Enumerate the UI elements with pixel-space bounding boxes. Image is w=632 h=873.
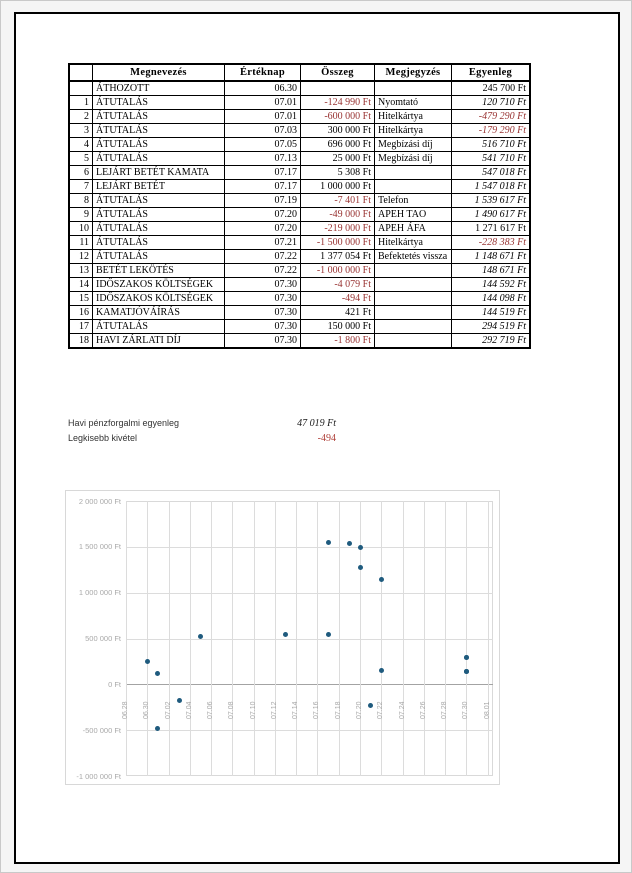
cell-note (375, 264, 452, 278)
scatter-point (358, 545, 363, 550)
summary-value: 47 019 Ft (297, 418, 336, 429)
cell-rownum (69, 81, 93, 96)
x-axis-zero-line (126, 684, 493, 685)
gridline-vertical (211, 501, 212, 776)
cell-name: BETÉT LEKÖTÉS (93, 264, 225, 278)
cell-balance: 1 490 617 Ft (452, 208, 531, 222)
cell-note: APEH TAO (375, 208, 452, 222)
cell-amount: -49 000 Ft (301, 208, 375, 222)
cell-amount: -1 800 Ft (301, 334, 375, 349)
x-axis-tick-label: 07.30 (462, 701, 470, 720)
cell-amount: 25 000 Ft (301, 152, 375, 166)
cell-rownum: 13 (69, 264, 93, 278)
cell-amount: -219 000 Ft (301, 222, 375, 236)
cell-balance: 1 148 671 Ft (452, 250, 531, 264)
cell-name: ÁTUTALÁS (93, 250, 225, 264)
table-row (69, 110, 530, 124)
y-axis-tick-label: 0 Ft (108, 679, 121, 689)
cell-balance: 1 539 617 Ft (452, 194, 531, 208)
cell-note (375, 334, 452, 349)
transactions-table (68, 63, 531, 349)
gridline-vertical (403, 501, 404, 776)
gridline-vertical (147, 501, 148, 776)
gridline-vertical (275, 501, 276, 776)
cell-name: IDŐSZAKOS KÖLTSÉGEK (93, 278, 225, 292)
cell-rownum: 7 (69, 180, 93, 194)
table-row (69, 96, 530, 110)
cell-note: Befektetés vissza (375, 250, 452, 264)
summary-label: Havi pénzforgalmi egyenleg (68, 418, 180, 428)
cell-balance: 144 592 Ft (452, 278, 531, 292)
table-row (69, 334, 530, 349)
cell-name: ÁTUTALÁS (93, 138, 225, 152)
y-axis-tick-label: 2 000 000 Ft (78, 496, 121, 506)
cell-date: 07.21 (225, 236, 301, 250)
cell-rownum: 1 (69, 96, 93, 110)
cell-balance: 1 271 617 Ft (452, 222, 531, 236)
col-header-note: Megjegyzés (375, 64, 452, 81)
cell-rownum: 2 (69, 110, 93, 124)
scatter-point (326, 540, 331, 545)
cell-balance: -479 290 Ft (452, 110, 531, 124)
cell-date: 07.19 (225, 194, 301, 208)
cell-note: Hitelkártya (375, 110, 452, 124)
cell-name: HAVI ZÁRLATI DÍJ (93, 334, 225, 349)
table-row (69, 306, 530, 320)
cell-name: ÁTUTALÁS (93, 96, 225, 110)
cell-amount: -1 000 000 Ft (301, 264, 375, 278)
cell-name: ÁTUTALÁS (93, 110, 225, 124)
report-page (14, 12, 620, 864)
cell-balance: 516 710 Ft (452, 138, 531, 152)
scatter-point (379, 577, 384, 582)
cell-date: 07.20 (225, 222, 301, 236)
cell-date: 07.13 (225, 152, 301, 166)
cell-rownum: 10 (69, 222, 93, 236)
gridline-horizontal (126, 593, 493, 594)
gridline-vertical (381, 501, 382, 776)
x-axis-tick-label: 07.18 (334, 701, 342, 720)
cell-note (375, 306, 452, 320)
cell-rownum: 6 (69, 166, 93, 180)
cell-amount: 696 000 Ft (301, 138, 375, 152)
summary-value: -494 (317, 433, 336, 444)
summary-block (68, 416, 336, 446)
gridline-vertical (317, 501, 318, 776)
cell-note: APEH ÁFA (375, 222, 452, 236)
balance-scatter-chart (65, 490, 500, 785)
gridline-vertical (445, 501, 446, 776)
cell-date: 07.22 (225, 264, 301, 278)
cell-name: LEJÁRT BETÉT KAMATA (93, 166, 225, 180)
cell-amount: 421 Ft (301, 306, 375, 320)
x-axis-tick-label: 07.12 (270, 701, 278, 720)
cell-name: ÁTUTALÁS (93, 194, 225, 208)
cell-date: 07.03 (225, 124, 301, 138)
cell-name: ÁTUTALÁS (93, 208, 225, 222)
table-row (69, 166, 530, 180)
cell-amount: -4 079 Ft (301, 278, 375, 292)
cell-balance: 547 018 Ft (452, 166, 531, 180)
x-axis-tick-label: 08.01 (483, 701, 491, 720)
gridline-vertical (339, 501, 340, 776)
cell-name: IDŐSZAKOS KÖLTSÉGEK (93, 292, 225, 306)
cell-amount: -494 Ft (301, 292, 375, 306)
cell-note: Hitelkártya (375, 124, 452, 138)
cell-rownum: 15 (69, 292, 93, 306)
cell-balance: -179 290 Ft (452, 124, 531, 138)
x-axis-tick-label: 06.30 (143, 701, 151, 720)
gridline-vertical (254, 501, 255, 776)
cell-amount: -7 401 Ft (301, 194, 375, 208)
cell-note (375, 180, 452, 194)
cell-note (375, 320, 452, 334)
table-row (69, 180, 530, 194)
cell-date: 07.30 (225, 278, 301, 292)
y-axis-tick-label: 500 000 Ft (85, 634, 121, 643)
gridline-vertical (126, 501, 127, 776)
col-header-rownum (69, 64, 93, 81)
cell-amount: 1 000 000 Ft (301, 180, 375, 194)
x-axis-tick-label: 07.24 (398, 701, 406, 720)
cell-name: LEJÁRT BETÉT (93, 180, 225, 194)
scatter-point (358, 565, 363, 570)
cell-name: ÁTUTALÁS (93, 124, 225, 138)
x-axis-tick-label: 07.26 (419, 701, 427, 720)
table-row (69, 81, 530, 96)
cell-note (375, 166, 452, 180)
y-axis-tick-label: 1 000 000 Ft (78, 588, 121, 598)
x-axis-tick-label: 07.02 (164, 701, 172, 720)
cell-note: Telefon (375, 194, 452, 208)
cell-balance: 294 519 Ft (452, 320, 531, 334)
table-header (69, 64, 530, 81)
cell-amount: -1 500 000 Ft (301, 236, 375, 250)
cell-amount: -600 000 Ft (301, 110, 375, 124)
cell-date: 07.30 (225, 292, 301, 306)
table-row (69, 264, 530, 278)
cell-amount (301, 81, 375, 96)
scatter-point (368, 703, 373, 708)
cell-date: 07.22 (225, 250, 301, 264)
cell-amount: 300 000 Ft (301, 124, 375, 138)
table-row (69, 320, 530, 334)
cell-rownum: 5 (69, 152, 93, 166)
cell-balance: 144 519 Ft (452, 306, 531, 320)
x-axis-tick-label: 07.06 (207, 701, 215, 720)
x-axis-tick-label: 07.22 (377, 701, 385, 720)
cell-rownum: 3 (69, 124, 93, 138)
table-row (69, 138, 530, 152)
cell-balance: -228 383 Ft (452, 236, 531, 250)
x-axis-tick-label: 07.14 (292, 701, 300, 720)
gridline-vertical (169, 501, 170, 776)
cell-amount: 1 377 054 Ft (301, 250, 375, 264)
gridline-vertical (296, 501, 297, 776)
cell-name: ÁTUTALÁS (93, 152, 225, 166)
table-row (69, 208, 530, 222)
x-axis-tick-label: 06.28 (122, 701, 129, 720)
summary-label: Legkisebb kivétel (68, 433, 138, 443)
gridline-vertical (360, 501, 361, 776)
col-header-valuedate: Értéknap (225, 64, 301, 81)
cell-note: Hitelkártya (375, 236, 452, 250)
cell-rownum: 18 (69, 334, 93, 349)
cell-balance: 148 671 Ft (452, 264, 531, 278)
cell-balance: 120 710 Ft (452, 96, 531, 110)
cell-date: 07.05 (225, 138, 301, 152)
gridline-vertical (466, 501, 467, 776)
table-row (69, 194, 530, 208)
cell-amount: 5 308 Ft (301, 166, 375, 180)
cell-note: Megbízási díj (375, 152, 452, 166)
cell-amount: -124 990 Ft (301, 96, 375, 110)
y-axis-tick-label: -500 000 Ft (82, 725, 121, 735)
cell-name: ÁTUTALÁS (93, 236, 225, 250)
gridline-vertical (190, 501, 191, 776)
gridline-vertical (488, 501, 489, 776)
x-axis-tick-label: 07.16 (313, 701, 321, 720)
cell-rownum: 8 (69, 194, 93, 208)
cell-date: 07.30 (225, 306, 301, 320)
x-axis-tick-label: 07.08 (228, 701, 236, 720)
x-axis-tick-label: 07.04 (185, 701, 193, 720)
cell-balance: 245 700 Ft (452, 81, 531, 96)
x-axis-tick-label: 07.20 (356, 701, 364, 720)
cell-date: 06.30 (225, 81, 301, 96)
table-body (69, 81, 530, 348)
gridline-vertical (232, 501, 233, 776)
table-row (69, 124, 530, 138)
cell-note: Megbízási díj (375, 138, 452, 152)
cell-date: 07.01 (225, 110, 301, 124)
cell-name: ÁTUTALÁS (93, 222, 225, 236)
y-axis-tick-label: 1 500 000 Ft (78, 542, 121, 552)
table-row (69, 250, 530, 264)
table-row (69, 152, 530, 166)
table-row (69, 236, 530, 250)
cell-rownum: 14 (69, 278, 93, 292)
col-header-name: Megnevezés (93, 64, 225, 81)
summary-row-smallest-withdrawal (68, 431, 336, 446)
gridline-horizontal (126, 639, 493, 640)
cell-note (375, 278, 452, 292)
scatter-point (177, 698, 182, 703)
cell-amount: 150 000 Ft (301, 320, 375, 334)
cell-name: ÁTUTALÁS (93, 320, 225, 334)
col-header-amount: Összeg (301, 64, 375, 81)
scatter-point (347, 541, 352, 546)
cell-date: 07.17 (225, 180, 301, 194)
cell-date: 07.30 (225, 334, 301, 349)
gridline-horizontal (126, 547, 493, 548)
table-row (69, 278, 530, 292)
table-header-row (69, 64, 530, 81)
cell-rownum: 11 (69, 236, 93, 250)
gridline-horizontal (126, 730, 493, 731)
table-row (69, 292, 530, 306)
cell-note: Nyomtató (375, 96, 452, 110)
col-header-balance: Egyenleg (452, 64, 531, 81)
y-axis-tick-label: -1 000 000 Ft (76, 771, 121, 781)
table-row (69, 222, 530, 236)
cell-name: KAMATJÓVÁÍRÁS (93, 306, 225, 320)
scatter-point (464, 669, 469, 674)
scatter-point (326, 632, 331, 637)
cell-note (375, 81, 452, 96)
cell-rownum: 16 (69, 306, 93, 320)
cell-date: 07.30 (225, 320, 301, 334)
cell-rownum: 12 (69, 250, 93, 264)
cell-name: ÁTHOZOTT (93, 81, 225, 96)
cell-date: 07.20 (225, 208, 301, 222)
scatter-point (379, 668, 384, 673)
summary-row-monthly-balance (68, 416, 336, 431)
cell-rownum: 9 (69, 208, 93, 222)
cell-balance: 541 710 Ft (452, 152, 531, 166)
cell-note (375, 292, 452, 306)
gridline-vertical (424, 501, 425, 776)
cell-rownum: 17 (69, 320, 93, 334)
cell-date: 07.01 (225, 96, 301, 110)
x-axis-tick-label: 07.10 (249, 701, 257, 720)
cell-balance: 144 098 Ft (452, 292, 531, 306)
cell-date: 07.17 (225, 166, 301, 180)
cell-rownum: 4 (69, 138, 93, 152)
x-axis-tick-label: 07.28 (441, 701, 449, 720)
cell-balance: 1 547 018 Ft (452, 180, 531, 194)
scatter-point (464, 655, 469, 660)
cell-balance: 292 719 Ft (452, 334, 531, 349)
